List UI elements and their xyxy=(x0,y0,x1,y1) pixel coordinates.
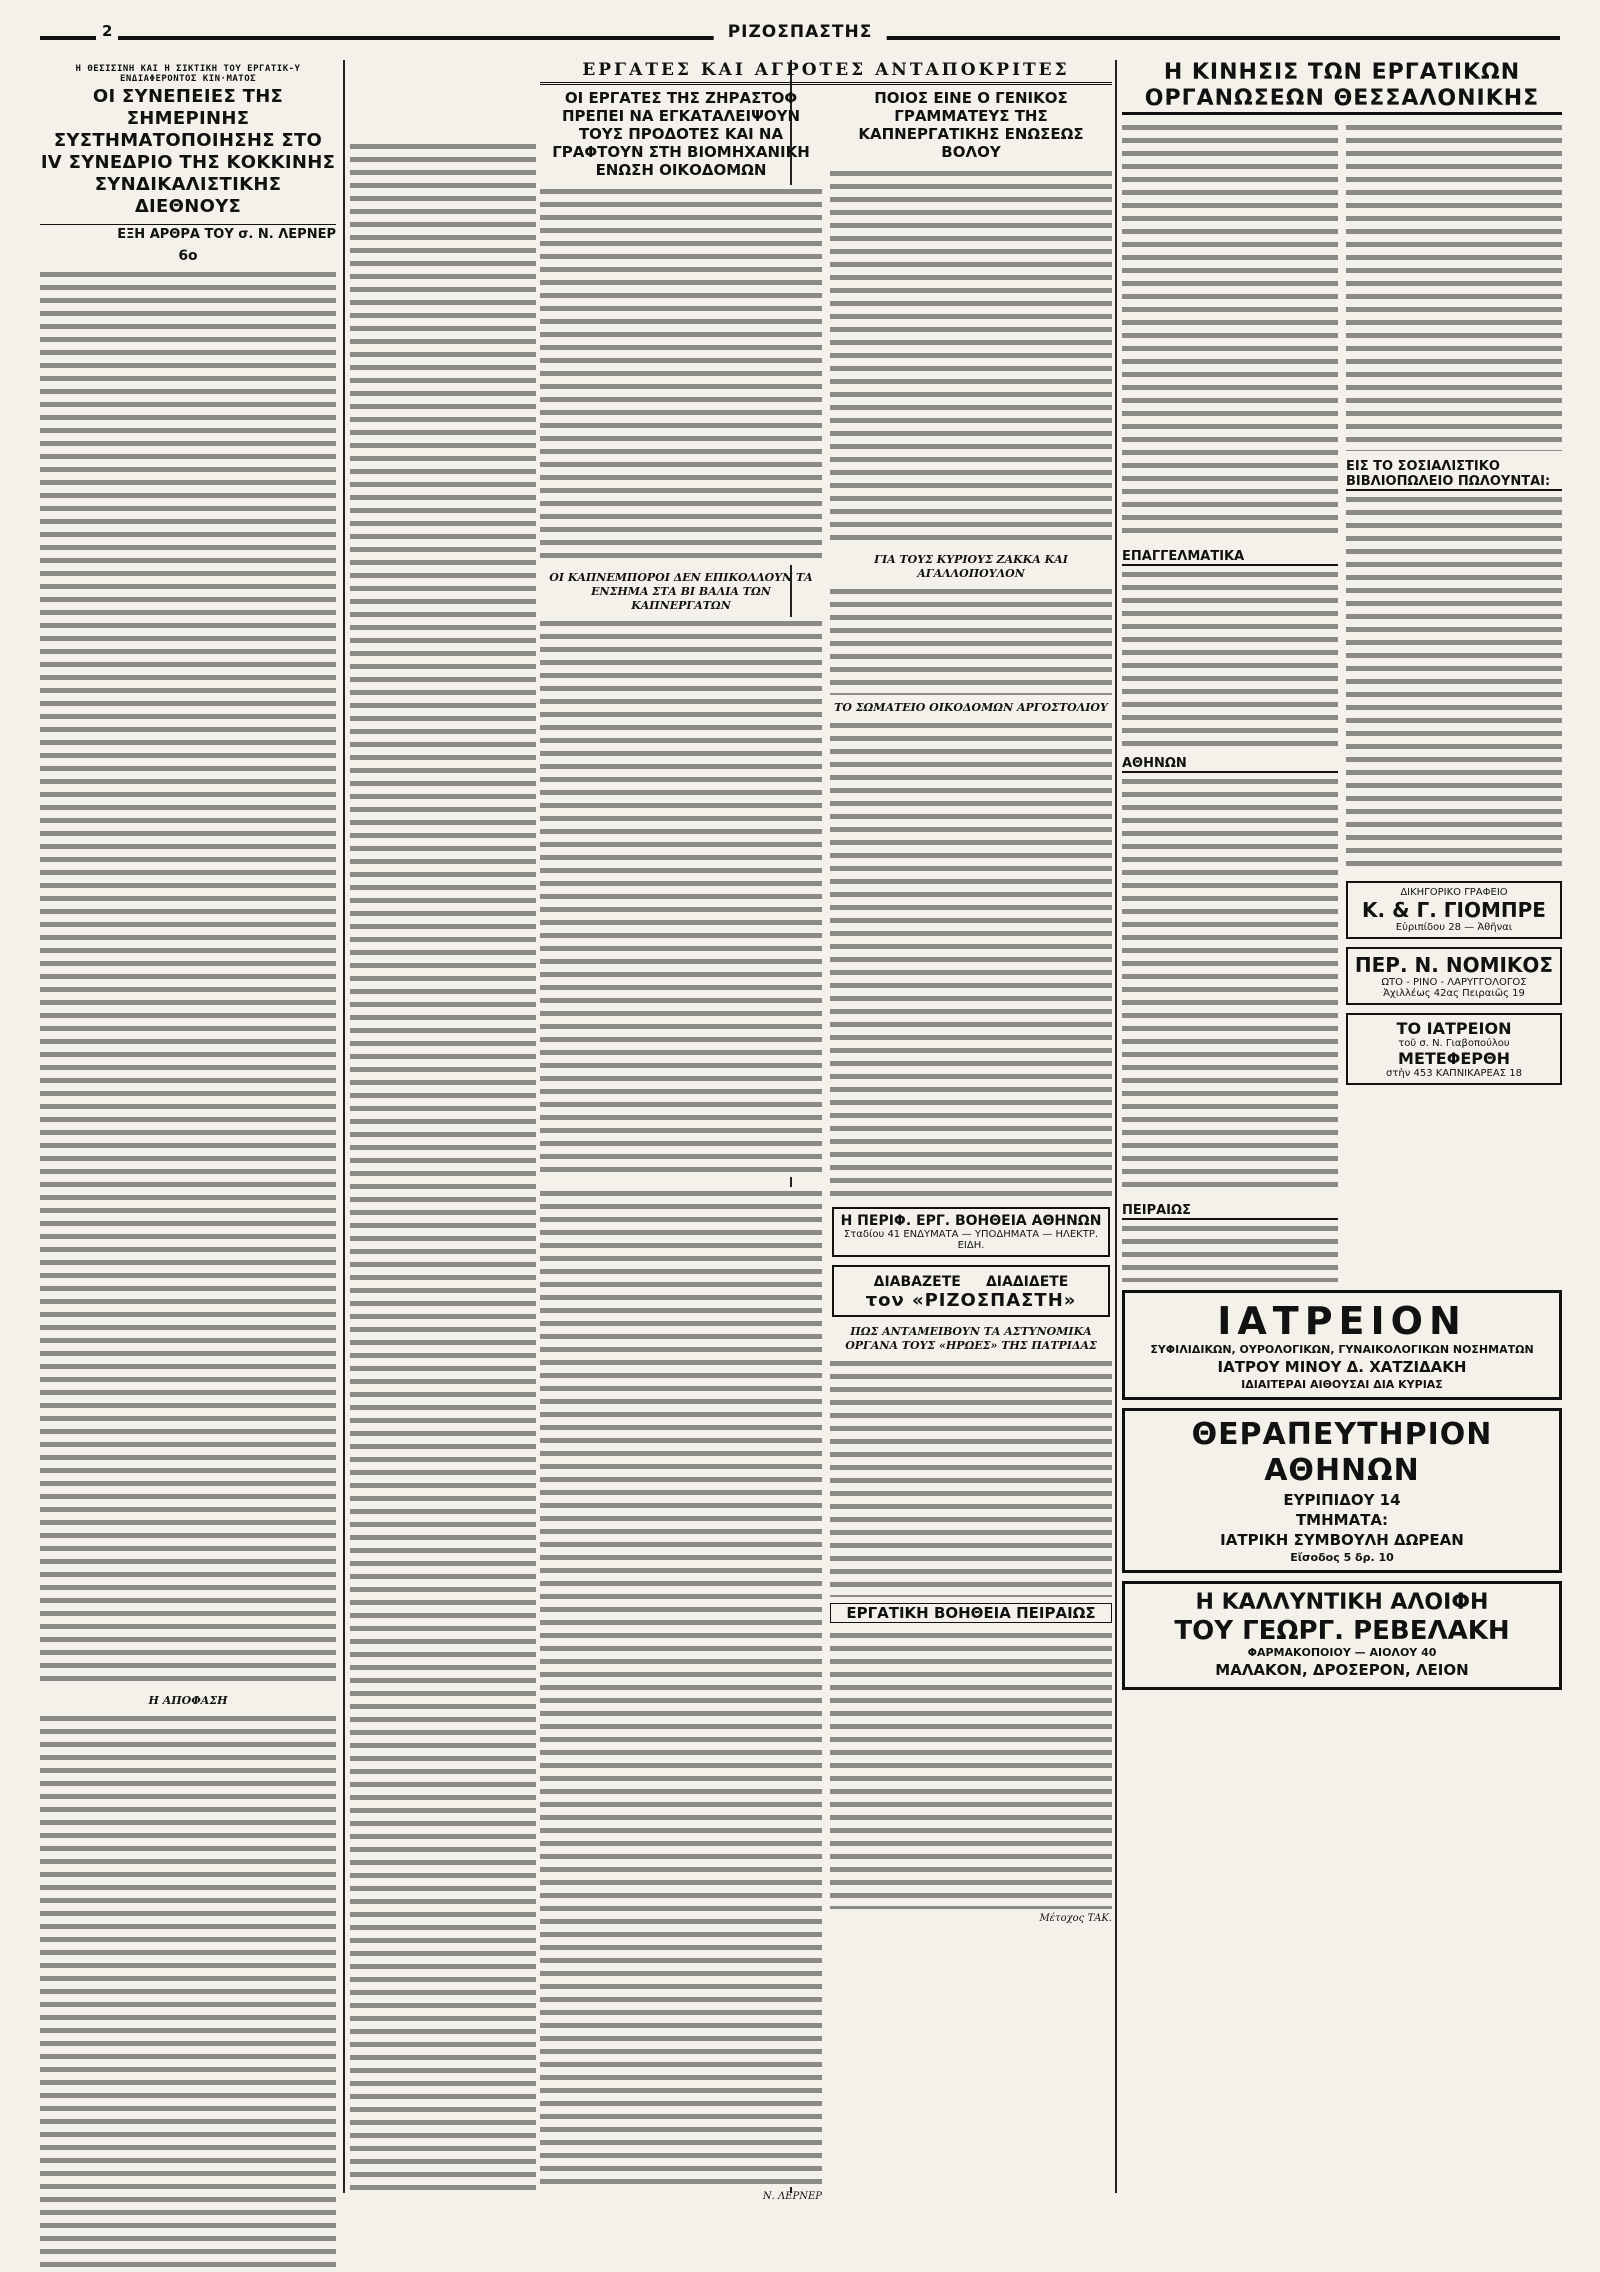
article-body-placeholder xyxy=(830,1629,1112,1909)
ad-therapeutirion-address: ΕΥΡΙΠΙΔΟΥ 14 xyxy=(1283,1491,1401,1509)
story-subhead: ΤΟ ΣΩΜΑΤΕΙΟ ΟΙΚΟΔΟΜΩΝ ΑΡΓΟΣΤΟΛΙΟΥ xyxy=(834,701,1108,714)
column-rule xyxy=(1115,60,1117,2193)
ad-doctor-name: ΠΕΡ. Ν. ΝΟΜΙΚΟΣ xyxy=(1354,953,1554,977)
story-subhead: ΠΩΣ ΑΝΤΑΜΕΙΒΟΥΝ ΤΑ ΑΣΤΥΝΟΜΙΚΑ ΟΡΓΑΝΑ ΤΟΥΣ «ΗΡΩΕΣ» ΤΗΣ ΠΑΤΡΙΔΑΣ xyxy=(845,1325,1097,1352)
ad-therapeutirion-free: ΙΑΤΡΙΚΗ ΣΥΜΒΟΥΛΗ ΔΩΡΕΑΝ xyxy=(1220,1531,1464,1549)
column-rule xyxy=(343,60,345,2193)
article-body-placeholder xyxy=(830,585,1112,695)
ad-clinic-moved-label: ΜΕΤΕΦΕΡΘΗ xyxy=(1398,1049,1510,1068)
ad-therapeutirion-title: ΘΕΡΑΠΕΥΤΗΡΙΟΝ ΑΘΗΝΩΝ xyxy=(1191,1417,1493,1488)
read-label: ΔΙΑΒΑΖΕΤΕ xyxy=(873,1274,961,1290)
article-body-placeholder xyxy=(830,167,1112,547)
article-body-placeholder xyxy=(540,185,822,565)
article-body-placeholder xyxy=(350,140,536,2190)
ad-clinic-line: ΤΟ ΙΑΤΡΕΙΟΝ xyxy=(1396,1019,1512,1038)
ad-aloifi-maker: ΤΟΥ ΓΕΩΡΓ. ΡΕΒΕΛΑΚΗ xyxy=(1174,1616,1510,1646)
relief-box xyxy=(832,1207,1110,1257)
section-label: ΑΘΗΝΩΝ xyxy=(1122,756,1338,773)
ad-doctor-specialty: ΩΤΟ - ΡΙΝΟ - ΛΑΡΥΓΓΟΛΟΓΟΣ xyxy=(1381,977,1527,988)
signature: Ν. ΛΕΡΝΕΡ xyxy=(762,2191,822,2202)
column-continuation xyxy=(350,140,536,2270)
article-body-placeholder xyxy=(540,1187,822,2187)
spread-label: ΔΙΑΔΙΔΕΤΕ xyxy=(985,1274,1069,1290)
story-headline: ΠΟΙΟΣ ΕΙΝΕ Ο ΓΕΝΙΚΟΣ ΓΡΑΜΜΑΤΕΥΣ ΤΗΣ ΚΑΠΝΕΡΓΑΤΙΚΗΣ ΕΝΩΣΕΩΣ ΒΟΛΟΥ xyxy=(858,89,1084,161)
section-headline: Η ΚΙΝΗΣΙΣ ΤΩΝ ΕΡΓΑΤΙΚΩΝ ΟΡΓΑΝΩΣΕΩΝ ΘΕΣΣΑΛΟΝΙΚΗΣ xyxy=(1122,60,1562,115)
article-kicker: Η ΘΕΣΙΣΙΝΗ ΚΑΙ Η ΣΙΚΤΙΚΗ ΤΟΥ ΕΡΓΑΤΙΚ-Υ ΕΝΔΙΑΦΕΡΟΝΤΟΣ ΚΙΝ·ΜΑΤΟΣ xyxy=(75,64,301,84)
ad-therapeutirion-fee: Εἴσοδος 5 δρ. 10 xyxy=(1290,1551,1394,1564)
ad-therapeutirion xyxy=(1122,1408,1562,1573)
article-body-placeholder xyxy=(1122,775,1338,1195)
section-label: ΕΠΑΓΓΕΛΜΑΤΙΚΑ xyxy=(1122,549,1338,566)
ad-therapeutirion-departments: ΤΜΗΜΑΤΑ: xyxy=(1295,1511,1389,1529)
story-headline: ΕΡΓΑΤΙΚΗ ΒΟΗΘΕΙΑ ΠΕΙΡΑΙΩΣ xyxy=(830,1603,1112,1623)
ad-lawyer-address: Εὐριπίδου 28 — Ἀθῆναι xyxy=(1395,922,1513,933)
column-lerner-article xyxy=(40,60,336,2190)
article-body-placeholder xyxy=(540,617,822,1177)
ad-lawyer-line: ΔΙΚΗΓΟΡΙΚΟ ΓΡΑΦΕΙΟ xyxy=(1400,887,1508,898)
ad-lawyer-name: Κ. & Γ. ΓΙΟΜΠΡΕ xyxy=(1362,898,1546,922)
article-byline: ΕΞΗ ΑΡΘΡΑ ΤΟΥ σ. Ν. ΛΕΡΝΕΡ xyxy=(40,224,336,242)
article-body-placeholder xyxy=(1122,1222,1338,1282)
ad-doctor-address: Ἀχιλλέως 42ας Πειραιῶς 19 xyxy=(1383,988,1525,999)
article-body-placeholder xyxy=(1346,493,1562,873)
section-banner: ΕΡΓΑΤΕΣ ΚΑΙ ΑΓΡΟΤΕΣ ΑΝΤΑΠΟΚΡΙΤΕΣ xyxy=(540,60,1112,85)
newspaper-title: ΡΙΖΟΣΠΑΣΤΗΣ xyxy=(714,22,887,42)
relief-box-text: Σταδίου 41 ΕΝΔΥΜΑΤΑ — ΥΠΟΔΗΜΑΤΑ — ΗΛΕΚΤΡ. ΕΙΔΗ. xyxy=(843,1229,1099,1251)
ad-iatreion-doctor: ΙΑΤΡΟΥ ΜΙΝΟΥ Δ. ΧΑΤΖΙΔΑΚΗ xyxy=(1217,1358,1467,1376)
signature: Μέτοχος ΤΑΚ. xyxy=(1039,1913,1112,1924)
section-label: ΕΙΣ ΤΟ ΣΟΣΙΑΛΙΣΤΙΚΟ ΒΙΒΛΙΟΠΩΛΕΙΟ ΠΩΛΟΥΝΤΑΙ: xyxy=(1346,459,1562,491)
ad-iatreion-specialties: ΣΥΦΙΛΙΔΙΚΩΝ, ΟΥΡΟΛΟΓΙΚΩΝ, ΓΥΝΑΙΚΟΛΟΓΙΚΩΝ ΝΟΣΗΜΑΤΩΝ xyxy=(1150,1343,1534,1356)
article-headline: ΟΙ ΣΥΝΕΠΕΙΕΣ ΤΗΣ ΣΗΜΕΡΙΝΗΣ ΣΥΣΤΗΜΑΤΟΠΟΙΗΣΗΣ ΣΤΟ IV ΣΥΝΕΔΡΙΟ ΤΗΣ ΚΟΚΚΙΝΗΣ ΣΥΝΔΙΚΑΛΙΣΤΙΚΗΣ ΔΙΕΘΝΟΥΣ xyxy=(40,86,336,217)
ad-lawyer xyxy=(1346,881,1562,939)
ad-aloifi-title: Η ΚΑΛΛΥΝΤΙΚΗ ΑΛΟΙΦΗ xyxy=(1195,1590,1489,1615)
story-subhead: ΟΙ ΚΑΠΝΕΜΠΟΡΟΙ ΔΕΝ ΕΠΙΚΟΛΛΟΥΝ ΤΑ ΕΝΣΗΜΑ ΣΤΑ ΒΙ ΒΑΛΙΑ ΤΩΝ ΚΑΠΝΕΡΓΑΤΩΝ xyxy=(549,571,813,612)
article-part-number: 6ο xyxy=(178,248,198,264)
article-body-placeholder xyxy=(830,1357,1112,1597)
ad-clinic-owner: τοῦ σ. Ν. Γιαβοπούλου xyxy=(1398,1038,1510,1049)
column-correspondents xyxy=(540,60,1112,2202)
read-paper-name: τον «ΡΙΖΟΣΠΑΣΤΗ» xyxy=(865,1290,1077,1311)
read-spread-box xyxy=(832,1265,1110,1317)
masthead xyxy=(40,22,1560,52)
article-body-placeholder xyxy=(830,719,1112,1199)
story-subhead: ΓΙΑ ΤΟΥΣ ΚΥΡΙΟΥΣ ΖΑΚΚΑ ΚΑΙ ΑΓΑΛΛΟΠΟΥΛΟΝ xyxy=(874,553,1068,580)
ad-doctor xyxy=(1346,947,1562,1005)
ad-clinic-address: στὴν 453 ΚΑΠΝΙΚΑΡΕΑΣ 18 xyxy=(1386,1068,1522,1079)
ad-clinic-moved xyxy=(1346,1013,1562,1085)
ad-iatreion-title: ΙΑΤΡΕΙΟΝ xyxy=(1217,1299,1467,1343)
ad-aloifi xyxy=(1122,1581,1562,1690)
article-body-placeholder xyxy=(1122,121,1338,541)
section-label: ΠΕΙΡΑΙΩΣ xyxy=(1122,1203,1338,1220)
story-headline: ΟΙ ΕΡΓΑΤΕΣ ΤΗΣ ΖΗΡΑΣΤΟΦ ΠΡΕΠΕΙ ΝΑ ΕΓΚΑΤΑΛΕΙΨΟΥΝ ΤΟΥΣ ΠΡΟΔΟΤΕΣ ΚΑΙ ΝΑ ΓΡΑΦΤΟΥΝ ΣΤΗ ΒΙΟΜΗΧΑΝΙΚΗ ΕΝΩΣΗ ΟΙΚΟΔΟΜΩΝ xyxy=(552,89,810,179)
ad-aloifi-tagline: ΜΑΛΑΚΟΝ, ΔΡΟΣΕΡΟΝ, ΛΕΙΟΝ xyxy=(1215,1661,1469,1679)
article-body-placeholder xyxy=(40,268,336,1688)
article-body-placeholder xyxy=(1346,121,1562,451)
article-body-placeholder xyxy=(1122,568,1338,748)
ad-aloifi-address: ΦΑΡΜΑΚΟΠΟΙΟΥ — ΑΙΟΛΟΥ 40 xyxy=(1247,1646,1437,1659)
ad-iatreion xyxy=(1122,1290,1562,1400)
page-number: 2 xyxy=(96,22,118,40)
column-thessaloniki xyxy=(1122,60,1562,2190)
relief-box-title: Η ΠΕΡΙΦ. ΕΡΓ. ΒΟΗΘΕΙΑ ΑΘΗΝΩΝ xyxy=(840,1213,1102,1229)
ad-iatreion-note: ΙΔΙΑΙΤΕΡΑΙ ΑΙΘΟΥΣΑΙ ΔΙΑ ΚΥΡΙΑΣ xyxy=(1241,1378,1443,1391)
article-subhead: Η ΑΠΟΦΑΣΗ xyxy=(148,1694,228,1707)
article-body-placeholder xyxy=(40,1712,336,2272)
